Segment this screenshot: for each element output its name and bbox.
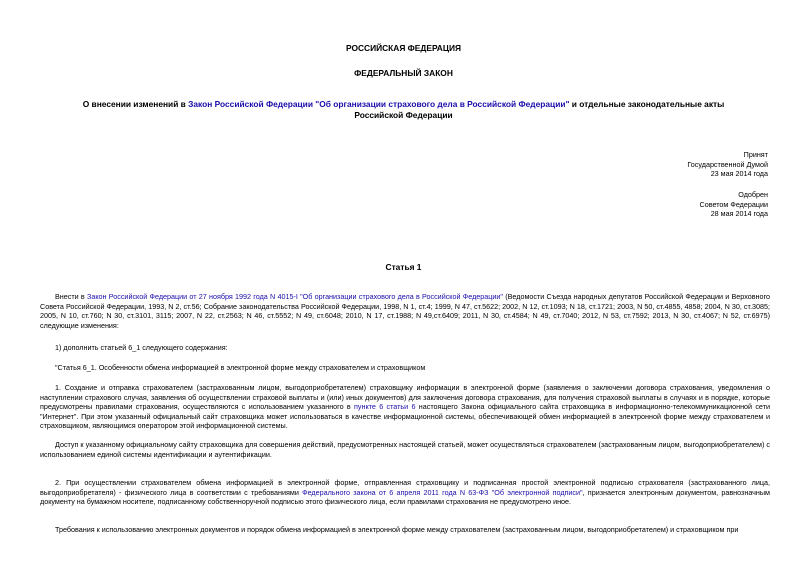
document-title	[55, 99, 752, 121]
article-6-point-6-link[interactable]: пункте 6 статьи 6	[354, 402, 416, 412]
p4-prefix: 1. Создание и отправка страхователем (застрахованным лицом, выгодоприобретателем) страховщику информации в электронной форме (заявления о заключении договора страхования, уведомления о наступлении страхового случая, заявления об осуществлении страховой выплаты и (или) иных документов) для заключения договора страхования, для получения страховой выплаты в случаях и в порядке, которые предусмотрены правилами страхования, осуществляются с использованием указанного в	[40, 383, 770, 412]
title-line2: Российской Федерации	[354, 110, 453, 120]
header-federation: РОССИЙСКАЯ ФЕДЕРАЦИЯ	[345, 43, 462, 53]
title-suffix: и отдельные законодательные акты	[569, 99, 725, 109]
paragraph-item-1: 1) дополнить статьей 6_1 следующего содержания:	[55, 343, 228, 352]
p6-prefix: 2. При осуществлении страхователем обмена информацией в электронной форме, отправленная страховщику и подписанная простой электронной подписью страхователя (застрахованного лица, выгодоприобретателя) - физического лица в соответствии с требованиями	[40, 478, 770, 497]
adoption-duma-date: 23 мая 2014 года	[710, 169, 768, 179]
adoption-council	[700, 190, 768, 219]
paragraph-access: Доступ к указанному официальному сайту страховщика для совершения действий, предусмотренных настоящей статьей, может осуществляться страхователем (застрахованным лицом, выгодоприобретателем) с использованием единой системы идентификации и аутентификации.	[40, 440, 770, 459]
law-4015-link[interactable]: Закон Российской Федерации от 27 ноября 1992 года N 4015-I "Об организации страхового дела в Российской Федерации"	[86, 292, 503, 301]
header-law-type: ФЕДЕРАЛЬНЫЙ ЗАКОН	[354, 68, 453, 78]
p1-prefix: Внести в	[55, 292, 87, 301]
p6-suffix: , признается электронным документом, равнозначным документу на бумажном носителе, подписанному собственноручной подписью этого физического лица, если правилами страхования не предусмотрено иное.	[40, 487, 770, 507]
adoption-duma-line: Принят	[743, 150, 768, 159]
law-63-fz-link[interactable]: Федерального закона от 6 апреля 2011 года N 63-ФЗ "Об электронной подписи"	[302, 487, 583, 497]
article-heading: Статья 1	[385, 262, 422, 272]
adoption-duma	[687, 150, 768, 179]
adoption-council-line: Одобрен	[738, 190, 768, 199]
p1-suffix: (Ведомости Съезда народных депутатов Российской Федерации и Верховного Совета Российской Федерации, 1993, N 2, ст.56; Собрание законодательства Российской Федерации, 1998, N 1, ст.4; 1999, N 47, ст.5622; 2002, N 12, ст.1093; N 18, ст.1721; 2003, N 50, ст.4855, 4858; 2004, N 30, ст.3085; 2005, N 10, ст.760; N 30, ст.3101, 3115; 2007, N 22, ст.2563; N 46, ст.5552; N 49, ст.6048; 2010, N 17, ст.1988; N 49,ст.6409; 2011, N 30, ст.4584; N 49, ст.7040; 2012, N 53, ст.7592; 2013, N 30, ст.4067; N 52, ст.6975) следующие изменения:	[40, 292, 770, 330]
title-prefix: О внесении изменений в	[82, 99, 189, 109]
adoption-council-line: Советом Федерации	[699, 199, 768, 209]
paragraph-requirements: Требования к использованию электронных документов и порядок обмена информацией в электронной форме между страхователем (застрахованным лицом, выгодоприобретателем) и страховщиком при	[55, 525, 739, 534]
paragraph-article-6-1-title: "Статья 6_1. Особенности обмена информацией в электронной форме между страхователем и страховщиком	[55, 363, 426, 372]
adoption-council-date: 28 мая 2014 года	[710, 209, 768, 219]
title-law-link[interactable]: Закон Российской Федерации "Об организации страхового дела в Российской Федерации"	[188, 99, 570, 109]
paragraph-point-1	[40, 383, 770, 431]
paragraph-point-2	[40, 478, 770, 507]
p4-suffix: настоящего Закона официального сайта страховщика в информационно-телекоммуникационной сети "Интернет". При этом указанный официальный сайт страховщика может использоваться в качестве информационной системы, обеспечивающей обмен информацией в электронной форме между страхователем и страховщиком, являющимся оператором этой информационной системы.	[40, 402, 770, 431]
adoption-duma-line: Государственной Думой	[687, 159, 768, 169]
paragraph-intro	[40, 292, 770, 330]
